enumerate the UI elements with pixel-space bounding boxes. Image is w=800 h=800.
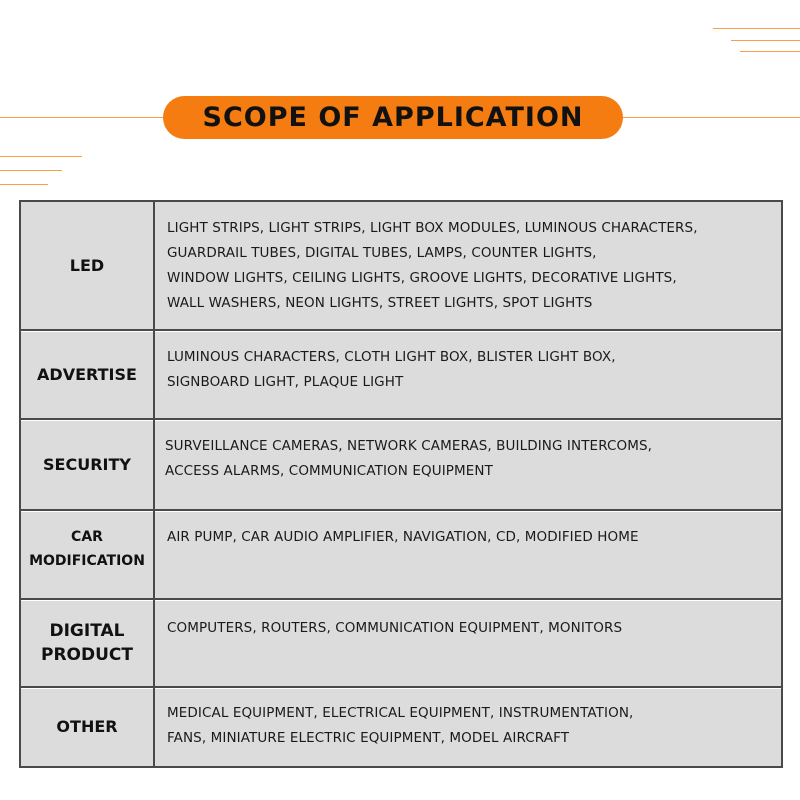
- table-row-other: [21, 686, 781, 766]
- items-cell: LIGHT STRIPS, LIGHT STRIPS, LIGHT BOX MODULES, LUMINOUS CHARACTERS, GUARDRAIL TUBES, DIGITAL TUBES, LAMPS, COUNTER LIGHTS, WINDOW LIGHTS, CEILING LIGHTS, GROOVE LIGHTS, DECORATIVE LIGHTS, WALL WASHERS, NEON LIGHTS, STREET LIGHTS, SPOT LIGHTS: [167, 220, 698, 311]
- table-row-led: [21, 202, 781, 329]
- category-cell: LED: [21, 202, 155, 329]
- decor-line-top-right-3: [740, 51, 800, 52]
- items-cell: AIR PUMP, CAR AUDIO AMPLIFIER, NAVIGATION, CD, MODIFIED HOME: [167, 529, 639, 545]
- items-cell: MEDICAL EQUIPMENT, ELECTRICAL EQUIPMENT, INSTRUMENTATION, FANS, MINIATURE ELECTRIC EQUIPMENT, MODEL AIRCRAFT: [167, 705, 634, 746]
- decor-line-title-right: [623, 117, 800, 118]
- items-cell: SURVEILLANCE CAMERAS, NETWORK CAMERAS, BUILDING INTERCOMS, ACCESS ALARMS, COMMUNICATION EQUIPMENT: [165, 438, 653, 479]
- title-banner: [163, 96, 623, 139]
- category-cell: ADVERTISE: [21, 331, 155, 418]
- application-table: [19, 200, 783, 768]
- category-cell: SECURITY: [21, 420, 155, 509]
- table-row-digital-product: [21, 598, 781, 686]
- decor-line-top-right-2: [731, 40, 800, 41]
- table-row-car-modification: [21, 509, 781, 598]
- decor-line-top-right-1: [713, 28, 800, 29]
- decor-line-title-left: [0, 117, 163, 118]
- category-cell: OTHER: [21, 688, 155, 766]
- page-title: SCOPE OF APPLICATION: [202, 102, 584, 133]
- decor-line-left-2: [0, 170, 62, 171]
- category-cell: DIGITAL PRODUCT: [21, 600, 155, 686]
- items-cell: LUMINOUS CHARACTERS, CLOTH LIGHT BOX, BLISTER LIGHT BOX, SIGNBOARD LIGHT, PLAQUE LIGHT: [167, 349, 616, 390]
- decor-line-left-1: [0, 156, 82, 157]
- table-row-advertise: [21, 329, 781, 418]
- table-row-security: [21, 418, 781, 509]
- items-cell: COMPUTERS, ROUTERS, COMMUNICATION EQUIPMENT, MONITORS: [167, 620, 623, 636]
- category-cell: CAR MODIFICATION: [21, 511, 155, 598]
- decor-line-left-3: [0, 184, 48, 185]
